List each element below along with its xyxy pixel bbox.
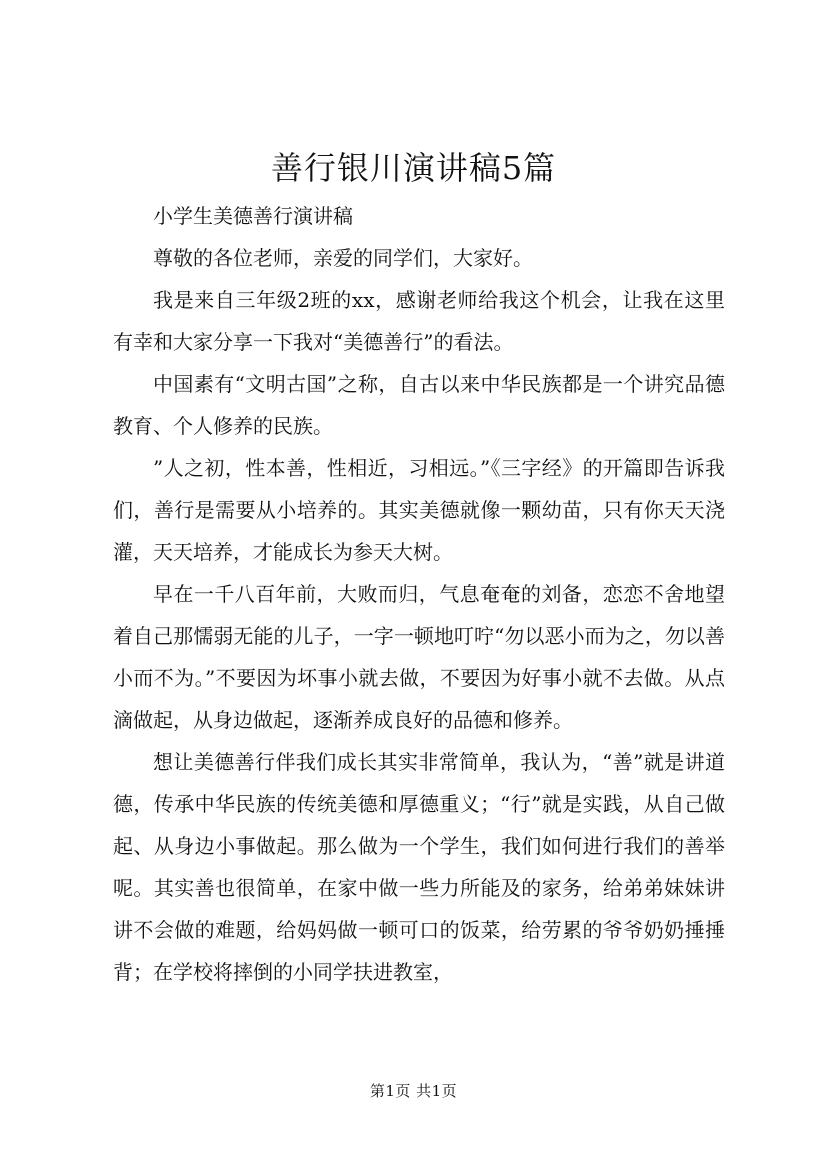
- paragraph-three-character-classic: ”人之初，性本善，性相近，习相远。”《三字经》的开篇即告诉我们，善行是需要从小培养的。其实美德就像一颗幼苗，只有你天天浇灌，天天培养，才能成长为参天大树。: [113, 456, 725, 564]
- document-title: 善行银川演讲稿5篇: [270, 149, 557, 187]
- page-footer: 第1页 共1页: [369, 1082, 458, 1100]
- document-body: [113, 195, 725, 993]
- paragraph-subtitle: 小学生美德善行演讲稿: [153, 204, 353, 228]
- paragraph-greeting: 尊敬的各位老师，亲爱的同学们，大家好。: [153, 246, 533, 270]
- paragraph-liu-bei-story: 早在一千八百年前，大败而归，气息奄奄的刘备，恋恋不舍地望着自己那懦弱无能的儿子，一字一顿地叮咛“勿以恶小而为之，勿以善小而不为。”不要因为坏事小就去做，不要因为好事小就不去做。从点滴做起，从身边做起，逐渐养成良好的品德和修养。: [113, 582, 725, 732]
- paragraph-virtue-practice: 想让美德善行伴我们成长其实非常简单，我认为，“善”就是讲道德，传承中华民族的传统美德和厚德重义；“行”就是实践，从自己做起、从身边小事做起。那么做为一个学生，我们如何进行我们的善举呢。其实善也很简单，在家中做一些力所能及的家务，给弟弟妹妹讲讲不会做的难题，给妈妈做一顿可口的饭菜，给劳累的爷爷奶奶捶捶背；在学校将摔倒的小同学扶进教室，: [113, 750, 725, 984]
- paragraph-introduction: 我是来自三年级2班的xx，感谢老师给我这个机会，让我在这里有幸和大家分享一下我对“美德善行”的看法。: [113, 288, 725, 354]
- paragraph-civilization: 中国素有“文明古国”之称，自古以来中华民族都是一个讲究品德教育、个人修养的民族。: [113, 372, 725, 438]
